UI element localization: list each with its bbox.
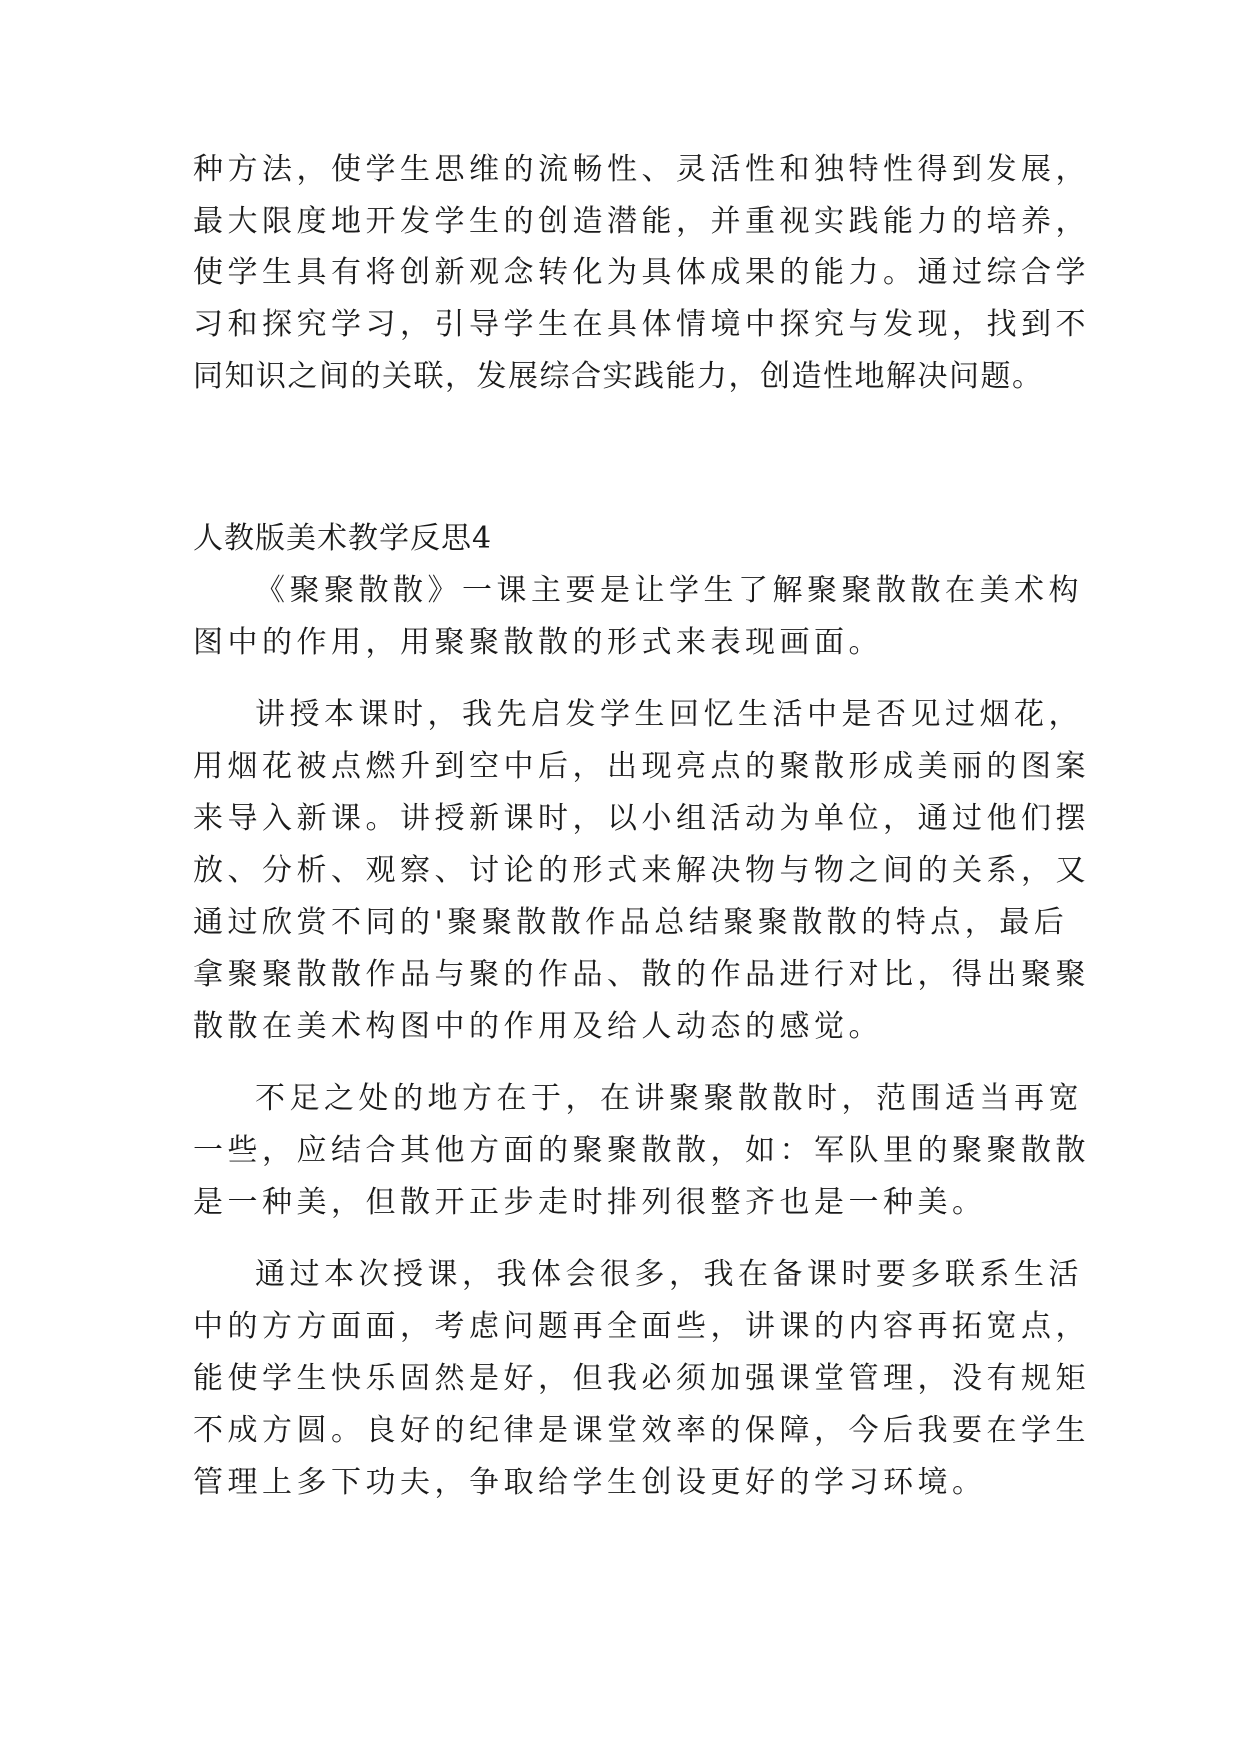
body-text-line: 习和探究学习，引导学生在具体情境中探究与发现，找到不 [193, 307, 1090, 342]
body-text-line: 中的方方面面，考虑问题再全面些，讲课的内容再拓宽点， [193, 1309, 1090, 1344]
body-text-line: 用烟花被点燃升到空中后，出现亮点的聚散形成美丽的图案 [193, 749, 1090, 784]
body-text-line: 不足之处的地方在于，在讲聚聚散散时，范围适当再宽 [255, 1081, 1083, 1116]
body-text-line: 不成方圆。良好的纪律是课堂效率的保障，今后我要在学生 [193, 1413, 1090, 1448]
body-text-line: 能使学生快乐固然是好，但我必须加强课堂管理，没有规矩 [193, 1361, 1090, 1396]
body-text-line: 是一种美，但散开正步走时排列很整齐也是一种美。 [193, 1185, 987, 1220]
body-text-line: 种方法，使学生思维的流畅性、灵活性和独特性得到发展， [193, 152, 1090, 187]
body-text-line: 拿聚聚散散作品与聚的作品、散的作品进行对比，得出聚聚 [193, 957, 1090, 992]
body-text-line: 通过本次授课，我体会很多，我在备课时要多联系生活 [255, 1257, 1083, 1292]
body-text-line: 来导入新课。讲授新课时，以小组活动为单位，通过他们摆 [193, 801, 1090, 836]
section-heading: 人教版美术教学反思4 [193, 521, 493, 556]
body-text-line: 一些，应结合其他方面的聚聚散散，如：军队里的聚聚散散 [193, 1133, 1090, 1168]
body-text-line: 《聚聚散散》一课主要是让学生了解聚聚散散在美术构 [255, 573, 1083, 608]
body-text-line: 使学生具有将创新观念转化为具体成果的能力。通过综合学 [193, 255, 1090, 290]
body-text-line: 讲授本课时，我先启发学生回忆生活中是否见过烟花， [255, 697, 1083, 732]
body-text-line: 同知识之间的关联，发展综合实践能力，创造性地解决问题。 [193, 359, 1044, 394]
body-text-line: 图中的作用，用聚聚散散的形式来表现画面。 [193, 625, 883, 660]
body-text-line: 放、分析、观察、讨论的形式来解决物与物之间的关系，又 [193, 853, 1090, 888]
body-text-line: 最大限度地开发学生的创造潜能，并重视实践能力的培养， [193, 204, 1090, 239]
body-text-line: 散散在美术构图中的作用及给人动态的感觉。 [193, 1009, 883, 1044]
body-text-line: 通过欣赏不同的'聚聚散散作品总结聚聚散散的特点，最后 [193, 905, 1069, 940]
body-text-line: 管理上多下功夫，争取给学生创设更好的学习环境。 [193, 1465, 987, 1500]
